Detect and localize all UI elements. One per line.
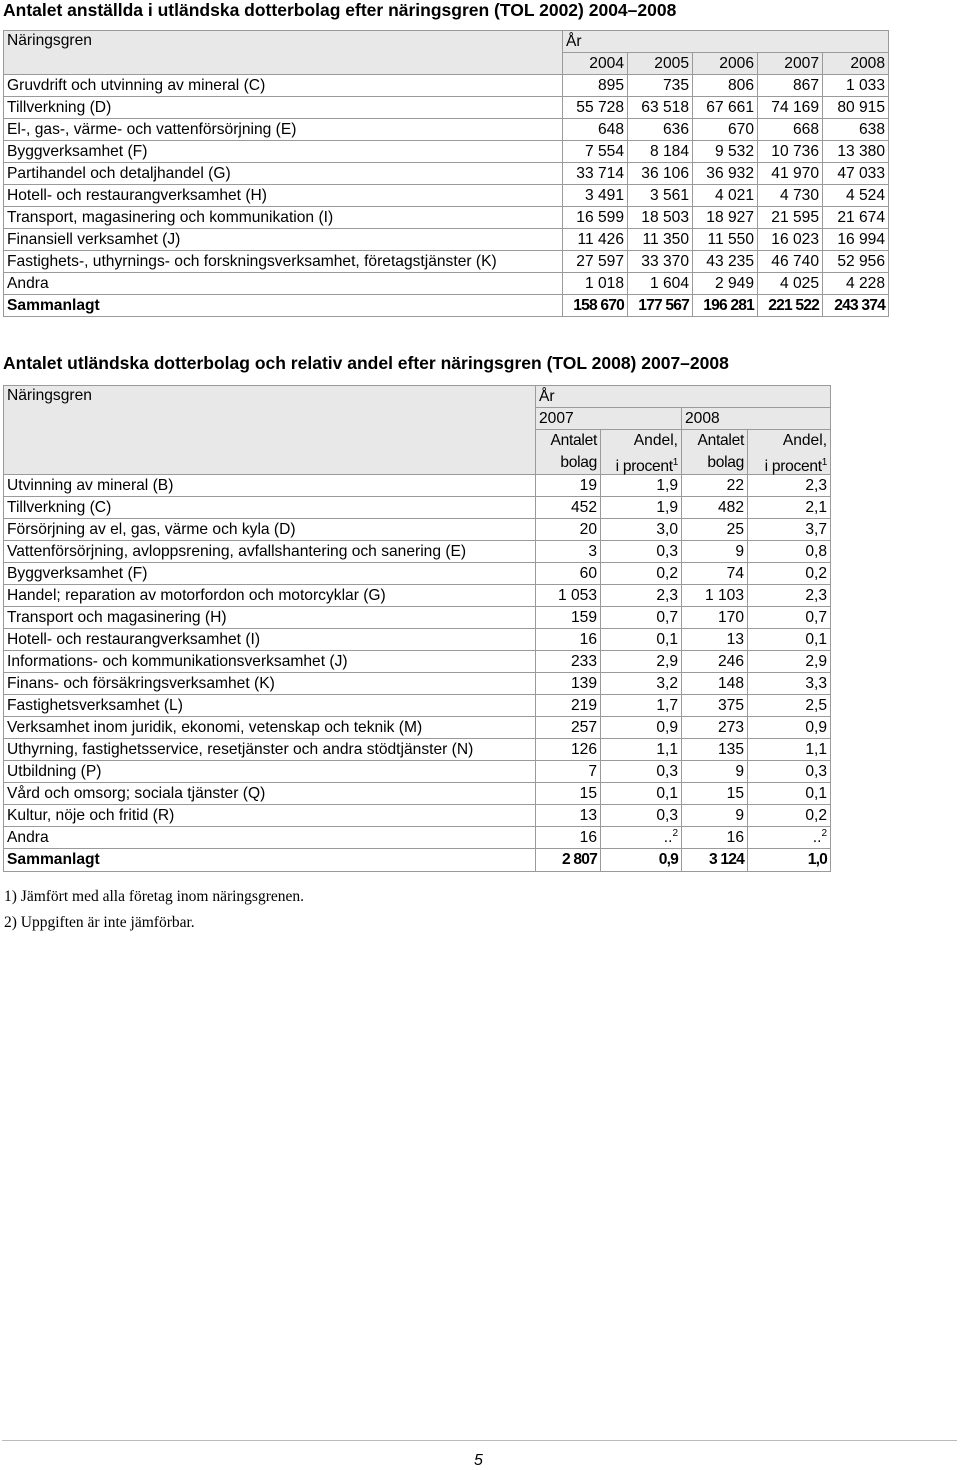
row-label: Transport, magasinering och kommunikation (I) bbox=[4, 207, 563, 229]
footnote-ref: 2 bbox=[821, 827, 828, 839]
cell-value: 0,3 bbox=[748, 761, 831, 783]
table2-row bbox=[4, 717, 831, 739]
cell-value: 243 374 bbox=[823, 295, 889, 317]
row-label: Andra bbox=[4, 273, 563, 295]
cell-value: 4 524 bbox=[823, 185, 889, 207]
row-label: Gruvdrift och utvinning av mineral (C) bbox=[4, 75, 563, 97]
cell-value: 0,8 bbox=[748, 541, 831, 563]
cell-value: 3,0 bbox=[601, 519, 682, 541]
cell-value: 3 491 bbox=[563, 185, 628, 207]
cell-value: 139 bbox=[536, 673, 601, 695]
cell-value: 636 bbox=[628, 119, 693, 141]
cell-value: 7 554 bbox=[563, 141, 628, 163]
cell-value: 638 bbox=[823, 119, 889, 141]
footnote-ref: 1 bbox=[821, 457, 828, 468]
cell-value: 74 169 bbox=[758, 97, 823, 119]
cell-value: 0,1 bbox=[748, 783, 831, 805]
cell-value: 36 106 bbox=[628, 163, 693, 185]
row-label: Kultur, nöje och fritid (R) bbox=[4, 805, 536, 827]
cell-value: 0,2 bbox=[748, 805, 831, 827]
cell-value: 33 714 bbox=[563, 163, 628, 185]
table1-title: Antalet anställda i utländska dotterbolag efter näringsgren (TOL 2002) 2004–2008 bbox=[3, 0, 677, 20]
row-label: Byggverksamhet (F) bbox=[4, 563, 536, 585]
iprocent-label: i procent bbox=[764, 458, 822, 475]
table2-row bbox=[4, 519, 831, 541]
bolag-label: bolag bbox=[560, 454, 597, 471]
cell-value: 135 bbox=[682, 739, 748, 761]
table1-total-row bbox=[4, 295, 889, 317]
cell-value: 3 bbox=[536, 541, 601, 563]
row-label: Transport och magasinering (H) bbox=[4, 607, 536, 629]
table1-row bbox=[4, 141, 889, 163]
cell-value: 10 736 bbox=[758, 141, 823, 163]
cell-value: ..$^2$ bbox=[601, 827, 682, 849]
cell-value: 4 228 bbox=[823, 273, 889, 295]
cell-value: 25 bbox=[682, 519, 748, 541]
cell-value: 2,5 bbox=[748, 695, 831, 717]
cell-value: 1,7 bbox=[601, 695, 682, 717]
cell-value: 895 bbox=[563, 75, 628, 97]
cell-value: 126 bbox=[536, 739, 601, 761]
cell-value: 170 bbox=[682, 607, 748, 629]
cell-value: 18 927 bbox=[693, 207, 758, 229]
table2-row bbox=[4, 673, 831, 695]
table1-row bbox=[4, 75, 889, 97]
subsidiaries-table bbox=[3, 385, 831, 872]
table2-col-label: Näringsgren bbox=[4, 386, 536, 475]
andel-header bbox=[748, 430, 831, 475]
cell-value: 482 bbox=[682, 497, 748, 519]
cell-value: 52 956 bbox=[823, 251, 889, 273]
cell-value: 806 bbox=[693, 75, 758, 97]
cell-value: 1 033 bbox=[823, 75, 889, 97]
cell-value: 0,1 bbox=[748, 629, 831, 651]
cell-value: 3 561 bbox=[628, 185, 693, 207]
cell-value: 1 053 bbox=[536, 585, 601, 607]
table2-row bbox=[4, 607, 831, 629]
cell-value: 0,7 bbox=[601, 607, 682, 629]
cell-value: 1,9 bbox=[601, 497, 682, 519]
table2-total-row bbox=[4, 849, 831, 872]
table2-year: 2008 bbox=[682, 408, 831, 430]
cell-value: 11 550 bbox=[693, 229, 758, 251]
table1-header-row bbox=[4, 31, 889, 53]
cell-value: 0,1 bbox=[601, 629, 682, 651]
table1-row bbox=[4, 229, 889, 251]
cell-value: 80 915 bbox=[823, 97, 889, 119]
row-label: Vattenförsörjning, avloppsrening, avfallshantering och sanering (E) bbox=[4, 541, 536, 563]
cell-value: 1,1 bbox=[748, 739, 831, 761]
cell-value: 273 bbox=[682, 717, 748, 739]
row-label: Fastighets-, uthyrnings- och forskningsverksamhet, företagstjänster (K) bbox=[4, 251, 563, 273]
cell-value: 159 bbox=[536, 607, 601, 629]
cell-value: 0,3 bbox=[601, 805, 682, 827]
cell-value: 1 604 bbox=[628, 273, 693, 295]
cell-value: 1,1 bbox=[601, 739, 682, 761]
row-label: Hotell- och restaurangverksamhet (I) bbox=[4, 629, 536, 651]
table2-row bbox=[4, 585, 831, 607]
cell-value: 0,2 bbox=[748, 563, 831, 585]
table2-year: 2007 bbox=[536, 408, 682, 430]
cell-value: 9 bbox=[682, 761, 748, 783]
row-label: Tillverkning (C) bbox=[4, 497, 536, 519]
cell-value: 2 949 bbox=[693, 273, 758, 295]
cell-value: 452 bbox=[536, 497, 601, 519]
row-label: Finans- och försäkringsverksamhet (K) bbox=[4, 673, 536, 695]
cell-value: 20 bbox=[536, 519, 601, 541]
table2-row bbox=[4, 695, 831, 717]
cell-value: 1 103 bbox=[682, 585, 748, 607]
table1-row bbox=[4, 97, 889, 119]
cell-value: 16 994 bbox=[823, 229, 889, 251]
row-label: Vård och omsorg; sociala tjänster (Q) bbox=[4, 783, 536, 805]
cell-value: 4 730 bbox=[758, 185, 823, 207]
employees-table bbox=[3, 30, 889, 317]
table1-year: 2008 bbox=[823, 53, 889, 75]
row-label: El-, gas-, värme- och vattenförsörjning (E) bbox=[4, 119, 563, 141]
andel-label: Andel, bbox=[782, 432, 828, 449]
table2-row bbox=[4, 805, 831, 827]
bolag-label: bolag bbox=[707, 454, 744, 471]
cell-value: 16 599 bbox=[563, 207, 628, 229]
table1-year: 2004 bbox=[563, 53, 628, 75]
cell-value: 21 674 bbox=[823, 207, 889, 229]
table1-row bbox=[4, 163, 889, 185]
cell-value: 233 bbox=[536, 651, 601, 673]
table2-row bbox=[4, 739, 831, 761]
cell-value: 16 bbox=[536, 629, 601, 651]
cell-value: 648 bbox=[563, 119, 628, 141]
andel-header bbox=[601, 430, 682, 475]
table2-year-label: År bbox=[536, 386, 831, 408]
table2-row bbox=[4, 497, 831, 519]
cell-value: 735 bbox=[628, 75, 693, 97]
row-label: Handel; reparation av motorfordon och motorcyklar (G) bbox=[4, 585, 536, 607]
cell-value: 2,3 bbox=[748, 475, 831, 497]
cell-value: 2,1 bbox=[748, 497, 831, 519]
table1-year: 2006 bbox=[693, 53, 758, 75]
table2-row bbox=[4, 761, 831, 783]
iprocent-label: i procent bbox=[615, 458, 673, 475]
cell-value: 0,9 bbox=[601, 849, 682, 872]
table2-header-row bbox=[4, 386, 831, 408]
table1-col-label: Näringsgren bbox=[4, 31, 563, 75]
cell-value: 15 bbox=[682, 783, 748, 805]
cell-value: 0,3 bbox=[601, 761, 682, 783]
cell-value: 7 bbox=[536, 761, 601, 783]
row-label: Hotell- och restaurangverksamhet (H) bbox=[4, 185, 563, 207]
table2-row bbox=[4, 629, 831, 651]
cell-value: 3,3 bbox=[748, 673, 831, 695]
cell-value: 22 bbox=[682, 475, 748, 497]
cell-value: 67 661 bbox=[693, 97, 758, 119]
antalet-bolag-header bbox=[536, 430, 601, 475]
row-label: Försörjning av el, gas, värme och kyla (D) bbox=[4, 519, 536, 541]
cell-value: 11 426 bbox=[563, 229, 628, 251]
cell-value: 2 807 bbox=[536, 849, 601, 872]
cell-value: 16 bbox=[682, 827, 748, 849]
cell-value: 55 728 bbox=[563, 97, 628, 119]
table2-row bbox=[4, 783, 831, 805]
cell-value: 246 bbox=[682, 651, 748, 673]
table1-row bbox=[4, 251, 889, 273]
cell-value: 18 503 bbox=[628, 207, 693, 229]
cell-value: 177 567 bbox=[628, 295, 693, 317]
cell-value: 43 235 bbox=[693, 251, 758, 273]
cell-value: 221 522 bbox=[758, 295, 823, 317]
cell-value: 8 184 bbox=[628, 141, 693, 163]
table2-row bbox=[4, 651, 831, 673]
cell-value: 63 518 bbox=[628, 97, 693, 119]
row-label: Partihandel och detaljhandel (G) bbox=[4, 163, 563, 185]
row-label: Utbildning (P) bbox=[4, 761, 536, 783]
table2-row bbox=[4, 563, 831, 585]
table1-year: 2007 bbox=[758, 53, 823, 75]
footnote-ref: 1 bbox=[672, 457, 678, 468]
antalet-bolag-header bbox=[682, 430, 748, 475]
cell-value: 13 bbox=[682, 629, 748, 651]
cell-value: 19 bbox=[536, 475, 601, 497]
cell-value: 670 bbox=[693, 119, 758, 141]
row-label: Utvinning av mineral (B) bbox=[4, 475, 536, 497]
cell-value: ..$^2$ bbox=[748, 827, 831, 849]
cell-value: 0,3 bbox=[601, 541, 682, 563]
cell-value: 0,2 bbox=[601, 563, 682, 585]
table1-year: 2005 bbox=[628, 53, 693, 75]
table2-row bbox=[4, 475, 831, 497]
table2-title: Antalet utländska dotterbolag och relativ andel efter näringsgren (TOL 2008) 2007–2008 bbox=[3, 353, 729, 373]
cell-value: 9 bbox=[682, 541, 748, 563]
cell-value: 21 595 bbox=[758, 207, 823, 229]
cell-value: 1,0 bbox=[748, 849, 831, 872]
table1-row bbox=[4, 273, 889, 295]
table1-year-label: År bbox=[563, 31, 889, 53]
cell-value: 0,7 bbox=[748, 607, 831, 629]
row-label: Fastighetsverksamhet (L) bbox=[4, 695, 536, 717]
cell-value: 16 bbox=[536, 827, 601, 849]
cell-value: 41 970 bbox=[758, 163, 823, 185]
cell-value: 36 932 bbox=[693, 163, 758, 185]
andel-label: Andel, bbox=[633, 432, 678, 449]
cell-value: 196 281 bbox=[693, 295, 758, 317]
cell-value: 2,3 bbox=[748, 585, 831, 607]
cell-value: 2,3 bbox=[601, 585, 682, 607]
cell-value: 158 670 bbox=[563, 295, 628, 317]
row-label: Byggverksamhet (F) bbox=[4, 141, 563, 163]
cell-value: 60 bbox=[536, 563, 601, 585]
row-label: Sammanlagt bbox=[4, 849, 536, 872]
antalet-label: Antalet bbox=[697, 432, 744, 449]
row-label: Finansiell verksamhet (J) bbox=[4, 229, 563, 251]
cell-value: 33 370 bbox=[628, 251, 693, 273]
cell-value: 375 bbox=[682, 695, 748, 717]
row-label: Informations- och kommunikationsverksamhet (J) bbox=[4, 651, 536, 673]
cell-value: 257 bbox=[536, 717, 601, 739]
table1-row bbox=[4, 207, 889, 229]
cell-value: 15 bbox=[536, 783, 601, 805]
row-label: Tillverkning (D) bbox=[4, 97, 563, 119]
cell-value: 668 bbox=[758, 119, 823, 141]
cell-value: 46 740 bbox=[758, 251, 823, 273]
row-label: Sammanlagt bbox=[4, 295, 563, 317]
footnote-1: 1) Jämfört med alla företag inom näringsgrenen. bbox=[4, 888, 304, 905]
cell-value: 3,7 bbox=[748, 519, 831, 541]
cell-value: 148 bbox=[682, 673, 748, 695]
cell-value: 0,9 bbox=[601, 717, 682, 739]
page-number: 5 bbox=[474, 1452, 483, 1469]
table1-row bbox=[4, 119, 889, 141]
cell-value: 0,1 bbox=[601, 783, 682, 805]
cell-value: 1 018 bbox=[563, 273, 628, 295]
table2-andra-row bbox=[4, 827, 831, 849]
cell-value: 1,9 bbox=[601, 475, 682, 497]
table1-row bbox=[4, 185, 889, 207]
cell-value: 16 023 bbox=[758, 229, 823, 251]
cell-value: 47 033 bbox=[823, 163, 889, 185]
cell-value: 3,2 bbox=[601, 673, 682, 695]
cell-value: 867 bbox=[758, 75, 823, 97]
table2-row bbox=[4, 541, 831, 563]
cell-value: 2,9 bbox=[601, 651, 682, 673]
cell-value: 3 124 bbox=[682, 849, 748, 872]
cell-value: 13 bbox=[536, 805, 601, 827]
cell-value: 4 021 bbox=[693, 185, 758, 207]
row-label: Uthyrning, fastighetsservice, resetjänster och andra stödtjänster (N) bbox=[4, 739, 536, 761]
cell-value: 27 597 bbox=[563, 251, 628, 273]
row-label: Andra bbox=[4, 827, 536, 849]
row-label: Verksamhet inom juridik, ekonomi, vetenskap och teknik (M) bbox=[4, 717, 536, 739]
antalet-label: Antalet bbox=[550, 432, 597, 449]
footnote-2: 2) Uppgiften är inte jämförbar. bbox=[4, 914, 195, 931]
cell-value: 9 532 bbox=[693, 141, 758, 163]
cell-value: 74 bbox=[682, 563, 748, 585]
cell-value: 2,9 bbox=[748, 651, 831, 673]
cell-value: 11 350 bbox=[628, 229, 693, 251]
cell-value: 219 bbox=[536, 695, 601, 717]
cell-value: 4 025 bbox=[758, 273, 823, 295]
footnote-ref: 2 bbox=[672, 827, 678, 839]
cell-value: 9 bbox=[682, 805, 748, 827]
cell-value: 0,9 bbox=[748, 717, 831, 739]
cell-value: 13 380 bbox=[823, 141, 889, 163]
